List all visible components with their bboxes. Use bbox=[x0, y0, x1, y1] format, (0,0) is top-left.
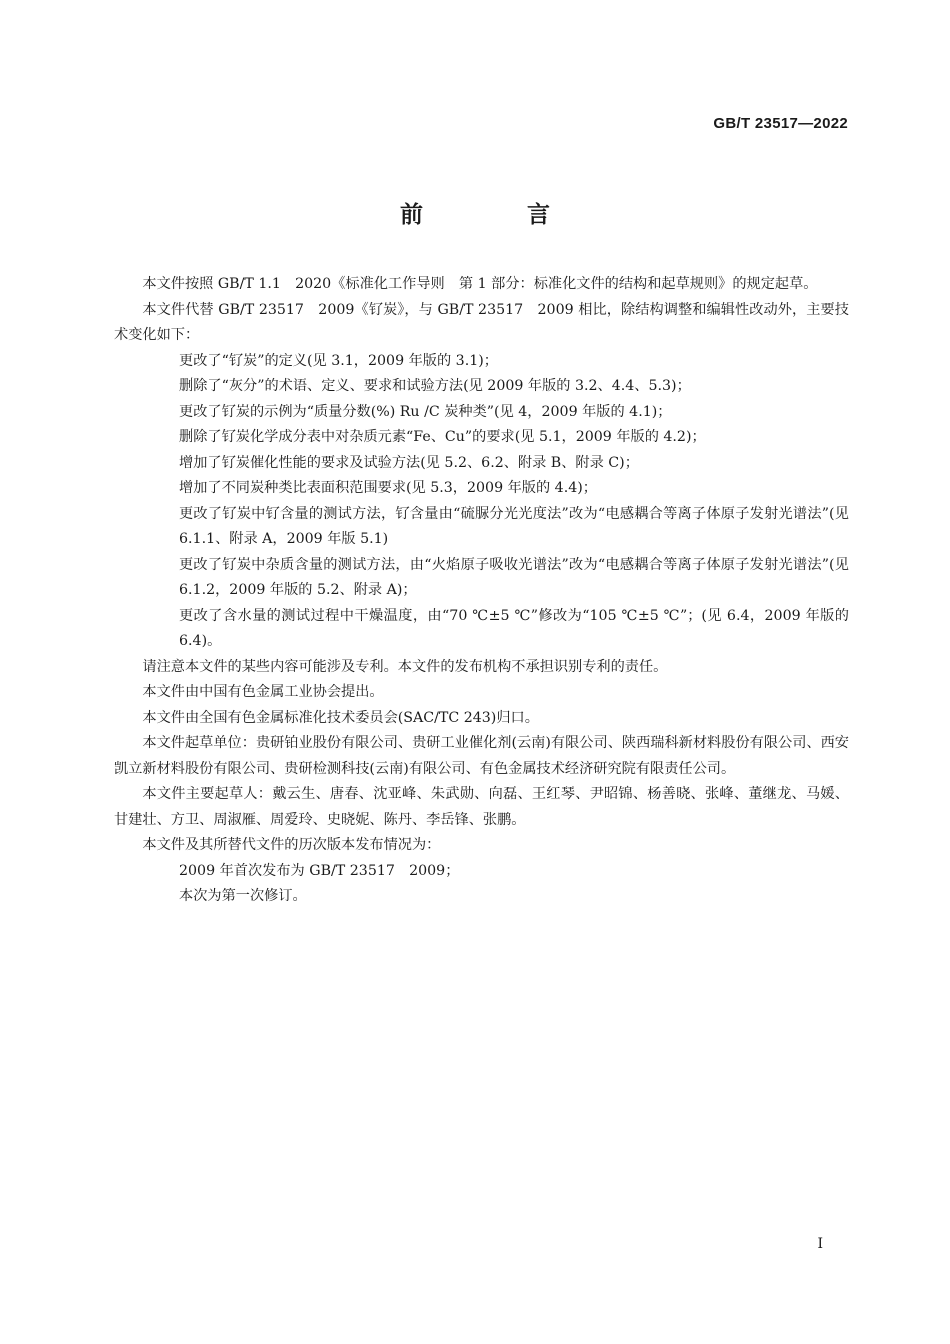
change-item: 更改了钌炭中钌含量的测试方法，钌含量由“硫脲分光光度法”改为“电感耦合等离子体原子发射光谱法”(见 6.1.1、附录 A，2009 年版 5.1) bbox=[179, 505, 849, 547]
document-body bbox=[114, 272, 849, 910]
paragraph: 本文件起草单位：贵研铂业股份有限公司、贵研工业催化剂(云南)有限公司、陕西瑞科新材料股份有限公司、西安凯立新材料股份有限公司、贵研检测科技(云南)有限公司、有色金属技术经济研究院有限责任公司。 bbox=[114, 735, 849, 777]
paragraph: 本文件主要起草人：戴云生、唐春、沈亚峰、朱武勋、向磊、王红琴、尹昭锦、杨善晓、张峰、董继龙、马媛、甘建壮、方卫、周淑雁、周爱玲、史晓妮、陈丹、李岳锋、张鹏。 bbox=[114, 786, 849, 828]
change-item: 更改了“钌炭”的定义(见 3.1，2009 年版的 3.1)； bbox=[179, 352, 498, 369]
paragraph: 请注意本文件的某些内容可能涉及专利。本文件的发布机构不承担识别专利的责任。 bbox=[142, 658, 668, 675]
change-item: 增加了钌炭催化性能的要求及试验方法(见 5.2、6.2、附录 B、附录 C)； bbox=[179, 454, 639, 471]
paragraph: 本文件代替 GB/T 23517 2009《钌炭》，与 GB/T 23517 2009 相比，除结构调整和编辑性改动外，主要技术变化如下： bbox=[114, 301, 849, 343]
paragraph: 本文件由中国有色金属工业协会提出。 bbox=[142, 684, 384, 700]
change-item: 删除了钌炭化学成分表中对杂质元素“Fe、Cu”的要求(见 5.1，2009 年版的 4.2)； bbox=[179, 429, 706, 445]
change-item: 更改了钌炭中杂质含量的测试方法，由“火焰原子吸收光谱法”改为“电感耦合等离子体原子发射光谱法”(见 6.1.2，2009 年版的 5.2、附录 A)； bbox=[179, 556, 849, 598]
standard-code: GB/T 23517—2022 bbox=[713, 115, 848, 132]
paragraph: 本文件及其所替代文件的历次版本发布情况为： bbox=[142, 837, 441, 853]
change-item: 更改了含水量的测试过程中干燥温度，由“70 ℃±5 ℃”修改为“105 ℃±5 ℃”；(见 6.4，2009 年版的 6.4)。 bbox=[179, 607, 849, 649]
change-item: 更改了钌炭的示例为“质量分数(%) Ru /C 炭种类”(见 4，2009 年版的 4.1)； bbox=[179, 403, 672, 420]
change-item: 删除了“灰分”的术语、定义、要求和试验方法(见 2009 年版的 3.2、4.4、5.3)； bbox=[179, 378, 691, 394]
page-number: I bbox=[817, 1236, 823, 1252]
paragraph: 本文件按照 GB/T 1.1 2020《标准化工作导则 第 1 部分：标准化文件的结构和起草规则》的规定起草。 bbox=[142, 276, 818, 292]
paragraph: 本文件由全国有色金属标准化技术委员会(SAC/TC 243)归口。 bbox=[142, 709, 539, 726]
history-item: 本次为第一次修订。 bbox=[179, 888, 307, 904]
change-item: 增加了不同炭种类比表面积范围要求(见 5.3，2009 年版的 4.4)； bbox=[179, 480, 597, 496]
page-title: 前 言 bbox=[399, 202, 598, 228]
history-item: 2009 年首次发布为 GB/T 23517 2009； bbox=[179, 862, 460, 879]
